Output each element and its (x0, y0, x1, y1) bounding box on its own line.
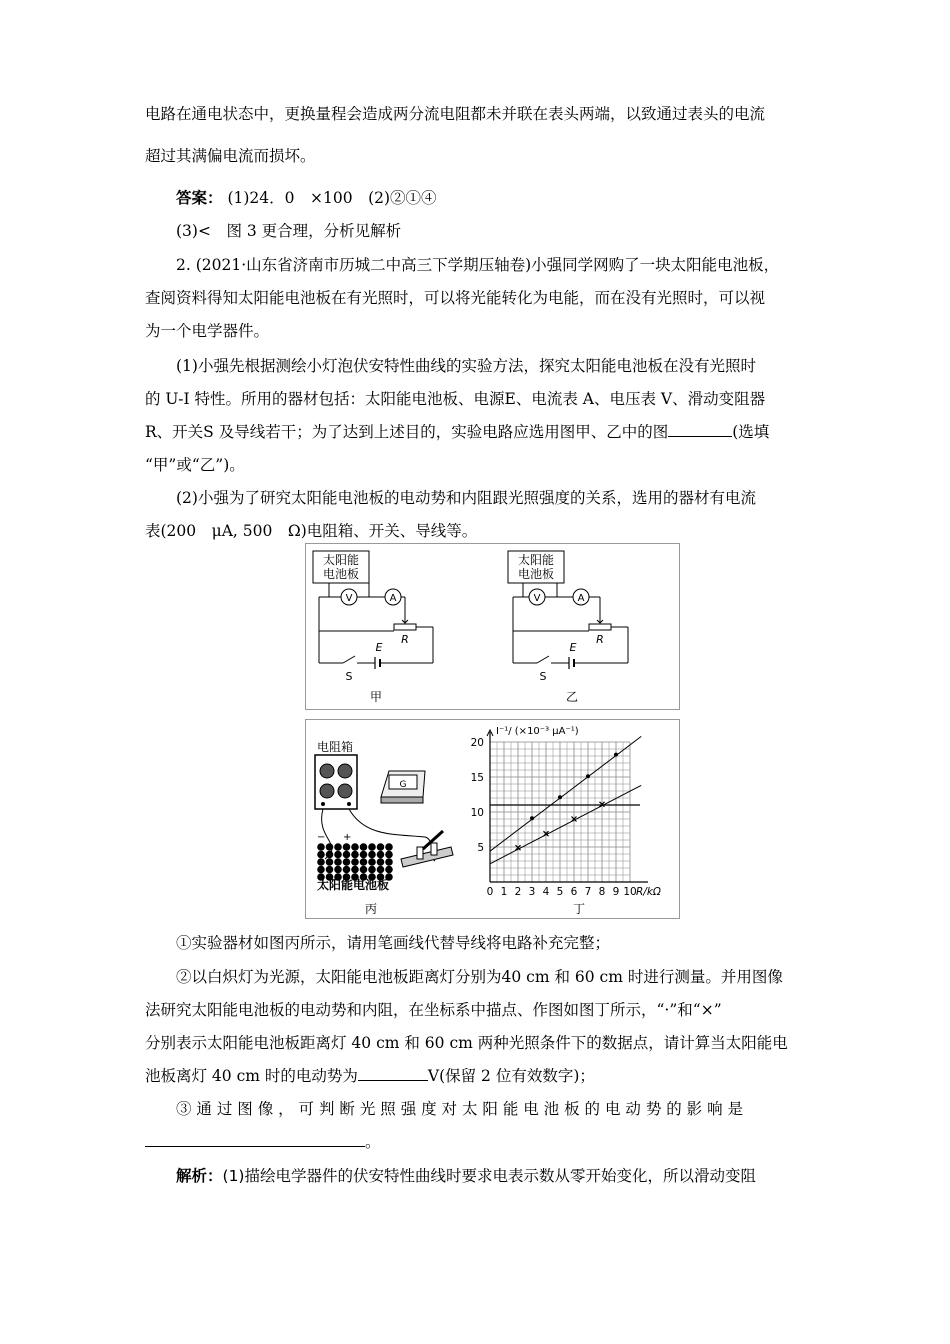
solar-cell (317, 858, 325, 866)
resistance-box-icon (315, 755, 357, 809)
solution-label: 解析： (176, 1167, 223, 1185)
solar-cell (368, 851, 376, 859)
question-line: (1)小强先根据测绘小灯泡伏安特性曲线的实验方法，探究太阳能电池板在没有光照时 (176, 357, 756, 375)
question-line: 的 U-I 特性。所用的器材包括：太阳能电池板、电源E、电流表 A、电压表 V、滑动变阻器 (145, 390, 766, 408)
solar-cell (385, 843, 393, 851)
solar-cell (377, 851, 385, 859)
panel-label: 太阳能 (517, 553, 555, 567)
solar-cell (326, 858, 334, 866)
solar-cell (334, 851, 342, 859)
solar-cell (368, 843, 376, 851)
solar-cell (377, 843, 385, 851)
x-tick-label: 2 (514, 886, 522, 898)
caption-ding: 丁 (573, 902, 586, 916)
solar-cell (343, 843, 351, 851)
solar-cell (377, 858, 385, 866)
question-line: 查阅资料得知太阳能电池板在有光照时，可以将光能转化为电能，而在没有光照时，可以视 (145, 289, 766, 307)
solar-cell (326, 866, 334, 874)
solar-cell (360, 866, 368, 874)
answer-line: (3)< 图 3 更合理，分析见解析 (176, 222, 402, 240)
panel-label: 电池板 (322, 567, 360, 581)
solar-cell (385, 858, 393, 866)
data-point (558, 795, 562, 799)
ammeter-label: A (577, 593, 585, 604)
switch-label: S (345, 670, 353, 683)
solar-cell (385, 851, 393, 859)
caption-bing: 丙 (365, 902, 378, 916)
y-tick-label: 15 (470, 772, 484, 784)
solar-cell (343, 851, 351, 859)
x-tick-label: 9 (612, 886, 620, 898)
question-line: 2. (2021·山东省济南市历城二中高三下学期压轴卷)小强同学网购了一块太阳能电池板， (176, 256, 780, 274)
answer-blank[interactable] (358, 1066, 428, 1081)
question-text: R、开关S 及导线若干；为了达到上述目的，实验电路应选用图甲、乙中的图 (145, 423, 669, 441)
question-text: (选填 (732, 423, 770, 441)
solar-cell (368, 858, 376, 866)
plus-sign: + (343, 832, 352, 843)
y-tick-label: 20 (470, 737, 484, 749)
switch-label: S (539, 670, 547, 683)
panel-label: 太阳能 (322, 553, 360, 567)
y-tick-label: 10 (470, 807, 484, 819)
apparatus-chart-figure (305, 719, 680, 919)
solar-cell (360, 858, 368, 866)
x-tick-label: 4 (542, 886, 550, 898)
resistance-box-label: 电阻箱 (317, 740, 354, 754)
solution-line (176, 1166, 810, 1186)
x-tick-label: 7 (584, 886, 592, 898)
solar-cell (343, 866, 351, 874)
x-tick-label: 0 (486, 886, 494, 898)
caption-yi: 乙 (565, 690, 579, 704)
question-line: (2)小强为了研究太阳能电池板的电动势和内阻跟光照强度的关系，选用的器材有电流 (176, 489, 756, 507)
solar-cell (377, 866, 385, 874)
text-line: 超过其满偏电流而损坏。 (145, 147, 316, 165)
y-axis-label: I⁻¹/ (×10⁻³ μA⁻¹) (496, 726, 579, 737)
x-tick-label: 3 (528, 886, 536, 898)
solar-panel-label: 太阳能电池板 (317, 878, 390, 892)
rheostat-label: R (596, 633, 604, 646)
galvanometer-label: G (399, 780, 407, 790)
question-text: 。 (365, 1133, 381, 1151)
question-text: 池板离灯 40 cm 时的电动势为 (145, 1067, 358, 1085)
y-tick-label: 5 (477, 842, 484, 854)
x-tick-label: 5 (556, 886, 564, 898)
question-line (145, 422, 810, 442)
panel-label: 电池板 (517, 567, 555, 581)
x-tick-label: 10 (623, 886, 637, 898)
question-line: 法研究太阳能电池板的电动势和内阻，在坐标系中描点、作图如图丁所示，“·”和“×” (145, 1001, 722, 1019)
solar-cell (351, 858, 359, 866)
question-line: “甲”或“乙”)。 (145, 456, 245, 474)
solar-cell (360, 843, 368, 851)
x-axis-label: R/kΩ (636, 886, 661, 898)
data-point (614, 753, 618, 757)
data-point (586, 774, 590, 778)
question-line: ②以白炽灯为光源，太阳能电池板距离灯分别为40 cm 和 60 cm 时进行测量。并用图像 (176, 968, 783, 986)
solar-cell (334, 866, 342, 874)
solar-cell (368, 866, 376, 874)
question-line (145, 1132, 810, 1152)
x-tick-label: 8 (598, 886, 606, 898)
solar-cell (326, 851, 334, 859)
question-line: 分别表示太阳能电池板距离灯 40 cm 和 60 cm 两种光照条件下的数据点，请计算当太阳能电 (145, 1034, 788, 1052)
question-line: 表(200 μA, 500 Ω)电阻箱、开关、导线等。 (145, 522, 478, 540)
x-tick-label: 6 (570, 886, 578, 898)
question-text: V(保留 2 位有效数字)； (427, 1067, 595, 1085)
caption-jia: 甲 (369, 690, 383, 704)
voltmeter-label: V (533, 593, 541, 604)
solar-panel-icon (317, 843, 393, 881)
answer-blank[interactable] (145, 1132, 365, 1147)
solar-cell (360, 851, 368, 859)
text-line: 电路在通电状态中，更换量程会造成两分流电阻都未并联在表头两端，以致通过表头的电流 (145, 105, 766, 123)
answer-line (176, 188, 810, 208)
source-label: E (569, 641, 577, 654)
question-line (145, 1066, 810, 1086)
answer-text: (1)24．0 ×100 (2)②①④ (227, 189, 437, 207)
voltmeter-label: V (345, 593, 353, 604)
minus-sign: − (317, 832, 326, 843)
circuit-figure (305, 543, 680, 710)
solar-cell (317, 866, 325, 874)
data-point (530, 816, 534, 820)
solar-cell (317, 851, 325, 859)
solution-text: (1)描绘电学器件的伏安特性曲线时要求电表示数从零开始变化，所以滑动变阻 (222, 1167, 756, 1185)
ammeter-label: A (389, 593, 397, 604)
answer-label: 答案： (176, 189, 223, 207)
question-line: ③ 通 过 图 像 ， 可 判 断 光 照 强 度 对 太 阳 能 电 池 板 的 电 动 势 的 影 响 是 (176, 1100, 744, 1118)
source-label: E (375, 641, 383, 654)
solar-cell (351, 843, 359, 851)
rheostat-label: R (401, 633, 409, 646)
x-tick-label: 1 (500, 886, 508, 898)
solar-cell (343, 858, 351, 866)
solar-cell (334, 858, 342, 866)
solar-cell (385, 866, 393, 874)
solar-cell (334, 843, 342, 851)
question-line: 为一个电学器件。 (145, 322, 270, 340)
solar-cell (351, 866, 359, 874)
solar-cell (317, 843, 325, 851)
solar-cell (326, 843, 334, 851)
question-line: ①实验器材如图丙所示，请用笔画线代替导线将电路补充完整； (176, 934, 611, 952)
solar-cell (351, 851, 359, 859)
answer-blank[interactable] (668, 422, 732, 437)
